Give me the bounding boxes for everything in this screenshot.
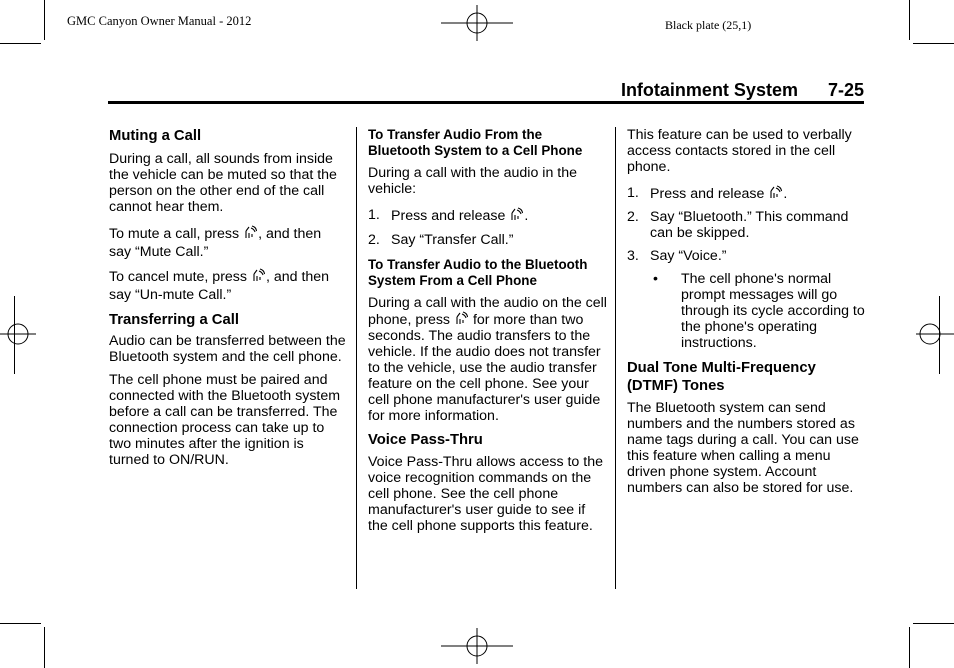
crop-mark <box>44 0 45 40</box>
voice-command-icon <box>510 207 523 221</box>
paragraph: Voice Pass-Thru allows access to the voice recognition commands on the cell phone. See the cell phone manufacturer's user guide to see if the cell phone supports this feature. <box>368 454 603 534</box>
list-item <box>627 248 865 264</box>
paragraph: This feature can be used to verbally access contacts stored in the cell phone. <box>627 127 852 175</box>
column-2 <box>368 127 608 534</box>
bullet-text: The cell phone's normal prompt messages will go through its cycle according to the phone's operating instructions. <box>681 271 865 351</box>
text-run: To cancel mute, press <box>109 269 247 285</box>
text-run: Press and release <box>391 208 506 224</box>
list-item <box>627 209 865 241</box>
crop-mark <box>44 627 45 668</box>
text-run: Press and release <box>650 186 765 202</box>
registration-mark-icon <box>0 316 36 352</box>
heading-dtmf-tones: Dual Tone Multi-Frequency (DTMF) Tones <box>627 360 816 394</box>
registration-mark-icon <box>916 316 954 352</box>
list-item <box>627 185 865 202</box>
list-text <box>650 185 787 202</box>
section-title: Infotainment System <box>620 80 798 100</box>
heading-to-cell-phone: To Transfer Audio From the Bluetooth System to a Cell Phone <box>368 127 583 158</box>
bullet-item <box>627 271 865 351</box>
list-number: 1. <box>627 185 639 201</box>
heading-muting-a-call: Muting a Call <box>109 128 202 144</box>
paragraph: The Bluetooth system can send numbers and the numbers stored as name tags during a call. You can use this feature when calling a menu driven phone system. Account numbers can also be stored for use. <box>627 400 859 496</box>
heading-to-bluetooth: To Transfer Audio to the Bluetooth System From a Cell Phone <box>368 257 588 288</box>
crop-mark <box>913 43 954 44</box>
crop-mark <box>0 623 41 624</box>
crop-mark <box>0 43 41 44</box>
list-number: 2. <box>368 232 380 248</box>
text-run: , and then say “Un-mute Call.” <box>109 269 330 303</box>
crop-mark <box>909 627 910 668</box>
column-divider <box>615 127 616 589</box>
list-text: Say “Voice.” <box>650 248 727 264</box>
paragraph: Audio can be transferred between the Bluetooth system and the cell phone. <box>109 333 346 365</box>
registration-mark-icon <box>441 5 513 41</box>
paragraph: During a call, all sounds from inside the vehicle can be muted so that the person on the other end of the call cannot hear them. <box>109 151 337 215</box>
list-number: 2. <box>627 209 639 225</box>
manual-title: GMC Canyon Owner Manual - 2012 <box>67 14 252 28</box>
text-run: . <box>524 208 529 224</box>
list-item <box>368 207 608 224</box>
plate-label: Black plate (25,1) <box>665 18 752 32</box>
column-3 <box>627 127 865 496</box>
list-text: Say “Transfer Call.” <box>391 232 514 248</box>
text-run: , and then say “Mute Call.” <box>109 226 322 260</box>
voice-command-icon <box>252 268 265 282</box>
crop-mark <box>909 0 910 40</box>
crop-mark <box>913 623 954 624</box>
voice-command-icon <box>244 225 257 239</box>
bullet-symbol: • <box>653 271 658 287</box>
paragraph <box>368 295 608 424</box>
list-text <box>391 207 528 224</box>
registration-mark-icon <box>441 628 513 664</box>
heading-voice-pass-thru: Voice Pass-Thru <box>368 432 483 448</box>
page-number: 7-25 <box>827 80 864 100</box>
text-run: During a call with the audio on the cell phone, press <box>368 295 607 328</box>
list-item <box>368 232 608 248</box>
paragraph: During a call with the audio in the vehicle: <box>368 165 577 197</box>
list-number: 3. <box>627 248 639 264</box>
header-rule <box>108 101 864 104</box>
list-text: Say “Bluetooth.” This command can be skipped. <box>650 209 849 241</box>
voice-command-icon <box>769 185 782 199</box>
list-number: 1. <box>368 207 380 223</box>
column-divider <box>356 127 357 589</box>
voice-command-icon <box>455 311 468 325</box>
paragraph-unmute <box>109 268 347 304</box>
running-head <box>560 80 864 101</box>
text-run: . <box>783 186 788 202</box>
heading-transferring-a-call: Transferring a Call <box>109 312 239 328</box>
text-run: for more than two seconds. The audio transfers to the vehicle. If the audio does not transfer to the vehicle, use the audio transfer feature on the cell phone. See your cell phone manufacturer's user guide for more information. <box>368 312 601 424</box>
paragraph: The cell phone must be paired and connected with the Bluetooth system before a call can be transferred. The connection process can take up to two minutes after the ignition is turned to ON/RUN. <box>109 372 341 468</box>
column-1 <box>109 127 347 468</box>
text-run: To mute a call, press <box>109 226 240 242</box>
paragraph-mute <box>109 225 347 261</box>
